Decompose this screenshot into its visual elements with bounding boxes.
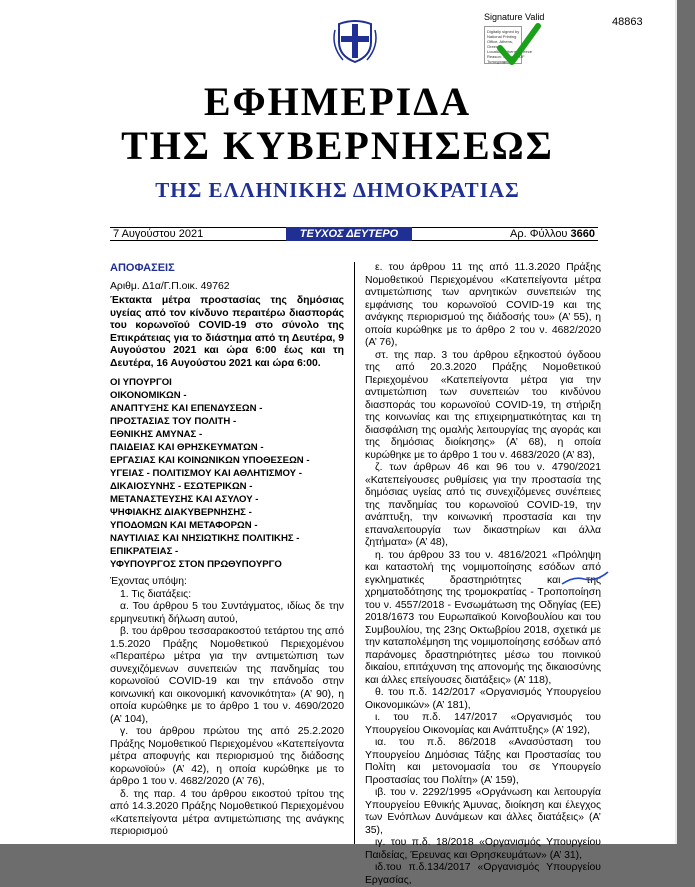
column-separator [354, 262, 355, 844]
minister-line: ΕΡΓΑΣΙΑΣ ΚΑΙ ΚΟΙΝΩΝΙΚΩΝ ΥΠΟΘΕΣΕΩΝ - [110, 455, 310, 466]
minister-line: ΔΙΚΑΙΟΣΥΝΗΣ - ΕΣΩΤΕΡΙΚΩΝ - [110, 481, 253, 492]
minister-line: ΕΘΝΙΚΗΣ ΑΜΥΝΑΣ - [110, 429, 203, 440]
digital-signature-stamp[interactable] [484, 12, 584, 72]
paragraph: ζ. των άρθρων 46 και 96 του ν. 4790/2021 «Κατεπείγουσες ρυθμίσεις για την προστασία της δημόσιας υγείας από τις συνεχιζόμενες συνέπειες της πανδημίας του κορωνοϊού COVID-19, την ανάπτυξη, την κοινωνική προστασία και την επαναλειτουργία των δικαστηρίων και άλλα ζητήματα» (Α’ 48), [365, 462, 601, 548]
paragraph: Έχοντας υπόψη: [110, 576, 187, 587]
decision-reference: Αριθμ. Δ1α/Γ.Π.οικ. 49762 [110, 280, 230, 292]
page-number: 48863 [612, 16, 643, 28]
paragraph: ια. του π.δ. 86/2018 «Ανασύσταση του Υπουργείου Δημόσιας Τάξης και Προστασίας του Πολίτη και μετονομασία του σε Υπουργείο Προστασίας του Πολίτη» (Α’ 159), [365, 737, 601, 786]
minister-line: ΑΝΑΠΤΥΞΗΣ ΚΑΙ ΕΠΕΝΔΥΣΕΩΝ - [110, 403, 263, 414]
left-column [110, 262, 344, 839]
signature-valid-label: Signature Valid [484, 12, 545, 22]
checkmark-icon [496, 22, 542, 68]
minister-line: ΝΑΥΤΙΛΙΑΣ ΚΑΙ ΝΗΣΙΩΤΙΚΗΣ ΠΟΛΙΤΙΚΗΣ - [110, 533, 300, 544]
decision-title: Έκτακτα μέτρα προστασίας της δημόσιας υγείας από τον κίνδυνο περαιτέρω διασποράς του κορωνοϊού COVID-19 στο σύνολο της Επικράτειας για το διάστημα από τη Δευτέρα, 9 Αυγούστου 2021 και ώρα 6:00 έως και τη Δευτέρα, 16 Αυγούστου 2021 και ώρα 6:00. [110, 295, 344, 369]
gazette-subtitle: ΤΗΣ ΕΛΛΗΝΙΚΗΣ ΔΗΜΟΚΡΑΤΙΑΣ [155, 178, 520, 202]
paragraph: ιγ. του π.δ. 18/2018 «Οργανισμός Υπουργείου Παιδείας, Έρευνας και Θρησκευμάτων» (Α’ 31), [365, 837, 601, 861]
minister-line: ΜΕΤΑΝΑΣΤΕΥΣΗΣ ΚΑΙ ΑΣΥΛΟΥ - [110, 494, 259, 505]
minister-line: ΨΗΦΙΑΚΗΣ ΔΙΑΚΥΒΕΡΝΗΣΗΣ - [110, 507, 252, 518]
minister-line: ΠΡΟΣΤΑΣΙΑΣ ΤΟΥ ΠΟΛΙΤΗ - [110, 416, 237, 427]
paragraph: η. του άρθρου 33 του ν. 4816/2021 «Πρόληψη και καταστολή της νομιμοποίησης εσόδων από εγκληματικές δραστηριότητες και της χρηματοδότησης της τρομοκρατίας - Τροποποίηση του ν. 4557/2018 - Ενσωμάτωση της Οδηγίας (ΕΕ) 2018/1673 του Ευρωπαϊκού Κοινοβουλίου και του Συμβουλίου, της 23ης Οκτωβρίου 2018, σχετικά με την καταπολέμηση της νομιμοποίησης εσόδων από παράνομες δραστηριότητες μέσω του ποινικού δικαίου, επιτάχυνση της απονομής της δικαιοσύνης και άλλες επείγουσες διατάξεις» (Α’ 118), [365, 549, 601, 686]
minister-line: ΕΠΙΚΡΑΤΕΙΑΣ - [110, 546, 179, 557]
paragraph: στ. της παρ. 3 του άρθρου εξηκοστού όγδοου της από 20.3.2020 Πράξης Νομοθετικού Περιεχομένου «Κατεπείγοντα μέτρα για την αντιμετώπιση των συνεπειών του κινδύνου διασποράς του κορωνοϊού COVID-19, τη στήριξη της κοινωνίας και της επιχειρηματικότητας και τη διασφάλιση της ομαλής λειτουργίας της αγοράς και της δημόσιας διοίκησης» (Α’ 68), η οποία κυρώθηκε με το άρθρο 1 του ν. 4683/2020 (Α’ 83), [365, 349, 601, 461]
paragraph: γ. του άρθρου πρώτου της από 25.2.2020 Πράξης Νομοθετικού Περιεχομένου «Κατεπείγοντα μέτρα αποφυγής και περιορισμού της διάδοσης κορωνοϊού» (Α’ 42), η οποία κυρώθηκε με το άρθρο 1 του ν. 4682/2020 (Α’ 76), [110, 726, 344, 787]
issue-badge: ΤΕΥΧΟΣ ΔΕΥΤΕΡΟ [286, 227, 412, 241]
signature-details: Digitally signed by National Printing Office, Athens, Greece Location: Athens, Greece Reason: Signed PDF Τυπογραφείο [487, 29, 532, 64]
pen-annotation-mark [560, 570, 610, 586]
minister-line: ΠΑΙΔΕΙΑΣ ΚΑΙ ΘΡΗΣΚΕΥΜΑΤΩΝ - [110, 442, 264, 453]
paragraph: δ. της παρ. 4 του άρθρου εικοστού τρίτου της από 14.3.2020 Πράξης Νομοθετικού Περιεχομένου «Κατεπείγοντα μέτρα αντιμετώπισης της ανάγκης περιορισμού [110, 788, 344, 837]
gazette-title-line2: ΤΗΣ ΚΥΒΕΡΝΗΣΕΩΣ [121, 123, 554, 168]
paragraph: ιβ. του ν. 2292/1995 «Οργάνωση και λειτουργία Υπουργείου Εθνικής Άμυνας, διοίκηση και έλεγχος των Ενόπλων Δυνάμεων και άλλες διατάξεις» (Α’ 35), [365, 787, 601, 836]
paragraph: ι. του π.δ. 147/2017 «Οργανισμός του Υπουργείου Οικονομίας και Ανάπτυξης» (Α’ 192), [365, 712, 601, 736]
paragraph: 1. Τις διατάξεις: [120, 588, 192, 600]
paragraph: β. του άρθρου τεσσαρακοστού τετάρτου της από 1.5.2020 Πράξης Νομοθετικού Περιεχομένου «Περαιτέρω μέτρα για την αντιμετώπιση των συνεχιζόμενων συνεπειών της πανδημίας του κορωνοϊού COVID-19 και την επάνοδο στην κοινωνική και οικονομική κανονικότητα» (Α’ 90), η οποία κυρώθηκε με το άρθρο 1 του ν. 4690/2020 (Α’ 104), [110, 626, 344, 725]
paragraph: ε. του άρθρου 11 της από 11.3.2020 Πράξης Νομοθετικού Περιεχομένου «Κατεπείγοντα μέτρα αντιμετώπισης των αρνητικών συνεπειών της εμφάνισης του κορωνοϊού COVID-19 και της ανάγκης περιορισμού της διάδοσής του» (Α’ 55), η οποία κυρώθηκε με το άρθρο 2 του ν. 4682/2020 (Α’ 76), [365, 262, 601, 348]
minister-line: ΟΙ ΥΠΟΥΡΓΟΙ [110, 377, 172, 388]
gazette-title-line1: ΕΦΗΜΕΡΙΔΑ [203, 79, 472, 124]
minister-line: ΥΓΕΙΑΣ - ΠΟΛΙΤΙΣΜΟΥ ΚΑΙ ΑΘΛΗΤΙΣΜΟΥ - [110, 468, 302, 479]
minister-line: ΥΦΥΠΟΥΡΓΟΣ ΣΤΟΝ ΠΡΩΘΥΠΟΥΡΓΟ [110, 559, 282, 570]
paragraph: ιδ.του π.δ.134/2017 «Οργανισμός Υπουργείου Εργασίας, [365, 862, 601, 886]
paragraph: θ. του π.δ. 142/2017 «Οργανισμός Υπουργείου Οικονομικών» (Α’ 181), [365, 687, 601, 711]
paragraph: α. Του άρθρου 5 του Συντάγματος, ιδίως δε την ερμηνευτική δήλωση αυτού, [110, 601, 344, 625]
minister-line: ΥΠΟΔΟΜΩΝ ΚΑΙ ΜΕΤΑΦΟΡΩΝ - [110, 520, 258, 531]
greek-coat-of-arms-icon [333, 16, 377, 64]
page-edge [675, 0, 677, 844]
minister-line: ΟΙΚΟΝΟΜΙΚΩΝ - [110, 390, 187, 401]
issue-date: 7 Αυγούστου 2021 [113, 228, 204, 240]
ministers-list [110, 376, 344, 571]
sheet-number: Αρ. Φύλλου 3660 [509, 228, 595, 240]
section-heading: ΑΠΟΦΑΣΕΙΣ [110, 262, 175, 274]
